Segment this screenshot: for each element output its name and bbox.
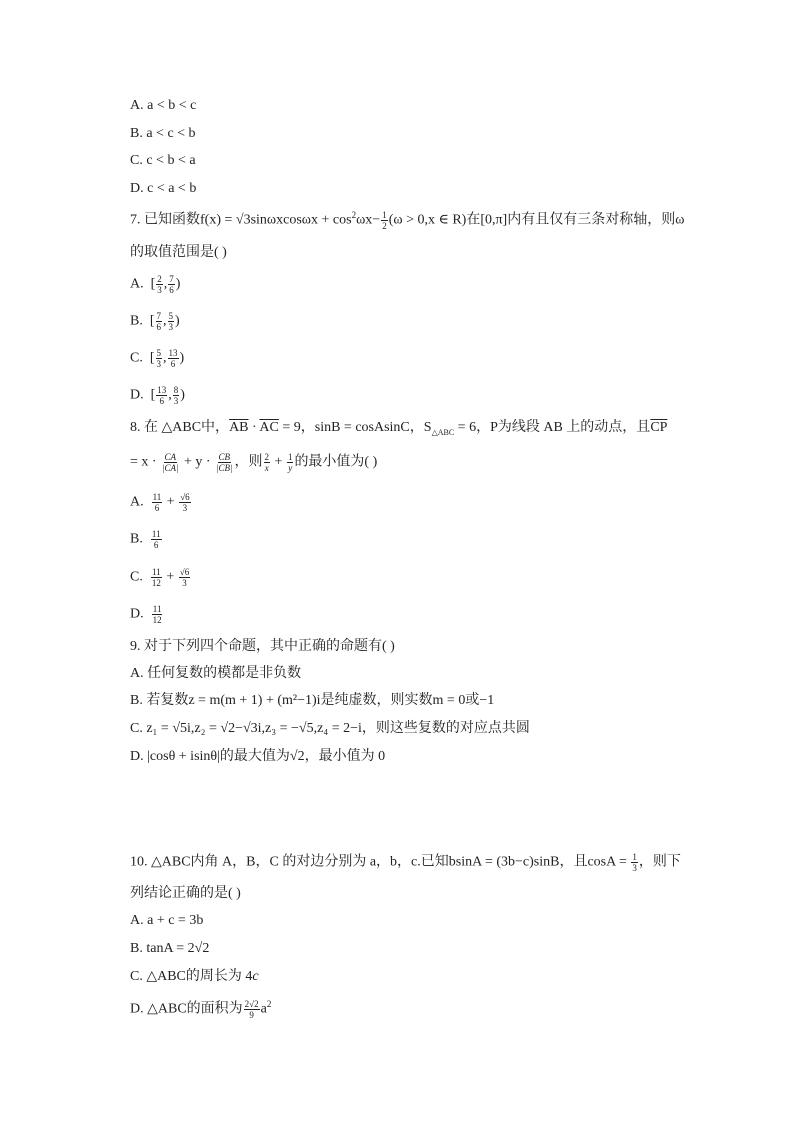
q8-option-a: A. $\frac{11}{6}$ + $\frac{√6}{3}$ <box>130 492 190 513</box>
q9-option-b: B. 若复数z = m(m + 1) + (m²−1)i是纯虚数，则实数m = 0或−1 <box>130 693 495 708</box>
q10-stem-line2: 列结论正确的是( ) <box>130 886 241 901</box>
q9-option-c: C. z₁ = √5i,z₂ = √2−√3i,z₃ = −√5,z₄ = 2−i，则这些复数的对应点共圆 <box>130 721 530 736</box>
q8-option-c: C. $\frac{11}{12}$ + $\frac{√6}{3}$ <box>130 567 190 588</box>
q7-option-d: D. [ $\frac{13}{6}$ , $\frac{8}{3}$ ) <box>130 385 185 406</box>
q7-option-c: C. [ $\frac{5}{3}$ , $\frac{13}{6}$ ) <box>130 348 185 369</box>
q10-option-a: A. a + c = 3b <box>130 913 204 928</box>
q9-option-a: A. 任何复数的模都是非负数 <box>130 666 302 681</box>
q6-option-d: D. c < a < b <box>130 181 197 196</box>
q7-option-b: B. [ $\frac{7}{6}$ , $\frac{5}{3}$ ) <box>130 311 180 332</box>
q6-option-b: B. a < c < b <box>130 126 196 141</box>
q9-option-d: D. |cosθ + isinθ|的最大值为√2，最小值为 0 <box>130 749 386 764</box>
q7-option-a: A. [ $\frac{2}{3}$ , $\frac{7}{6}$ ) <box>130 274 181 295</box>
q8-stem-line2: = x · $\frac{CA}{|CA|}$ + y · $\frac{CB}{|CB|}$ ，则 $\frac{2}{x}$ + $\frac{1}{y}$ 的最小值为( ) <box>130 452 378 473</box>
q8-option-b: B. $\frac{11}{6}$ <box>130 529 161 550</box>
q6-option-a: A. a < b < c <box>130 98 197 113</box>
q10-stem-line1: 10. △ABC内角 A，B，C 的对边分别为 a，b，c.已知bsinA = (3b−c)sinB，且cosA = $\frac{1}{3}$ ，则下 <box>130 852 681 873</box>
q10-option-b: B. tanA = 2√2 <box>130 941 210 956</box>
q7-stem-line1: 7. 已知函数$f(x) = √3\sin\omega xcos\omega x + \cos^2\omega x-$ $\frac{1}{2}$ (ω > 0,x ∈ R)在[0,π]内有且仅有三条对称轴，则ω <box>130 210 685 231</box>
q8-option-d: D. $\frac{11}{12}$ <box>130 604 162 625</box>
q10-option-d: D. △ABC的面积为 $\frac{2√2}{9}$ $a^2$ <box>130 999 272 1020</box>
q8-stem-line1: 8. 在 △ABC中，$\overline{AB} \cdot \overline{AC} = 9$，sinB = cosAsinC，$S_{\triangle ABC} = 6$，P为线段 AB 上的动点，且$\overline{CP}$ <box>130 420 668 437</box>
q10-option-c: C. △ABC的周长为 4c <box>130 969 259 984</box>
q7-stem-line2: 的取值范围是( ) <box>130 245 227 260</box>
q6-option-c: C. c < b < a <box>130 153 196 168</box>
q9-stem: 9. 对于下列四个命题，其中正确的命题有( ) <box>130 639 395 654</box>
